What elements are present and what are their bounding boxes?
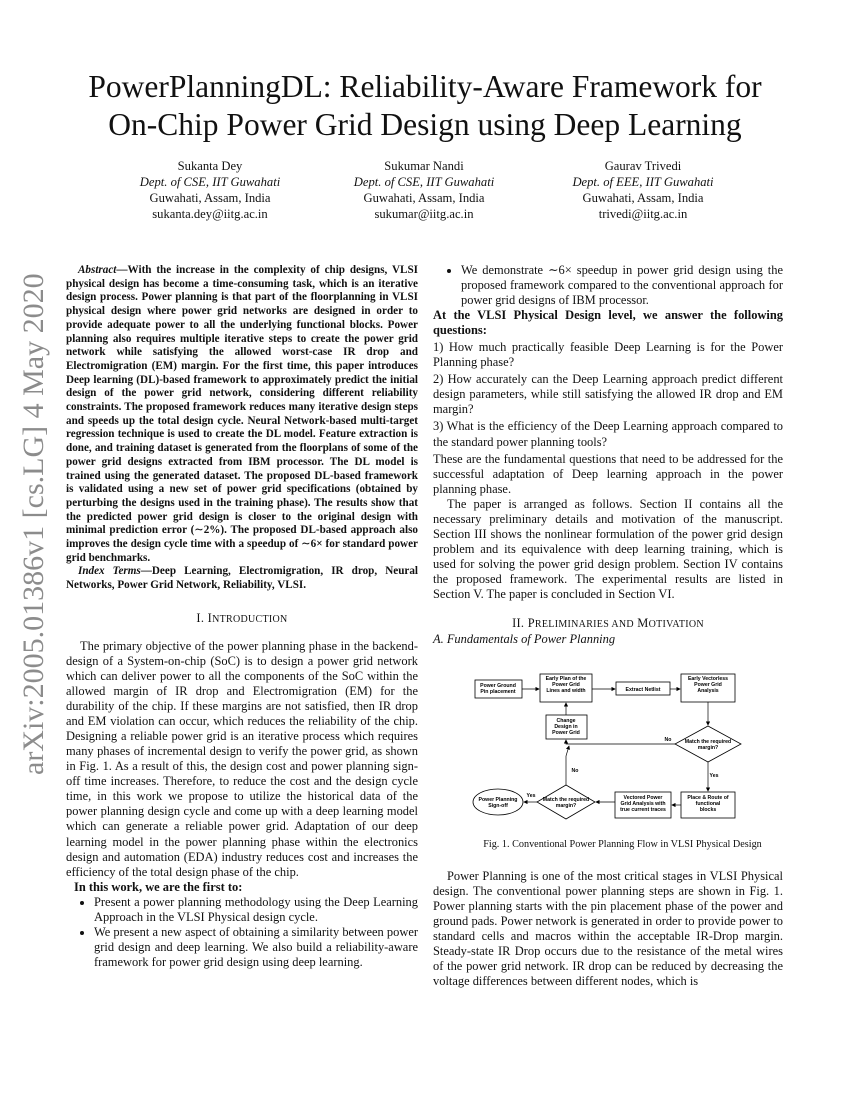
flow-label-change: Change Design in Power Grid (552, 718, 580, 736)
arrangement-paragraph: The paper is arranged as follows. Section II contains all the necessary preliminary details and motivation of the manuscript. Section III shows the nonlinear formulation of the power grid design problem and its equivalence with deep learning training, which is used for solving the power grid design problem. Section IV contains the proposed framework. The experimental results are listed in Section V. The paper is concluded in Section VI. (433, 496, 783, 601)
power-planning-paragraph: Power Planning is one of the most critical stages in VLSI Physical design. The conventional power planning steps are shown in Fig. 1. Power planning starts with the pin placement phase of the power and ground pads. Power network is generated in order to provide power to standard cells and macros within the acceptable IR-Drop margin. Steady-state IR Drop occurs due to the resistance of the metal wires of the power grid network. IR drop can be reduced by decreasing the voltage differences between different nodes, which is (433, 869, 783, 989)
list-item: • We present a new aspect of obtaining a similarity between power grid design and deep learning. We also build a reliability-aware framework for power grid design using deep learning. (94, 925, 418, 970)
section-initial: P (527, 616, 535, 631)
section-rest: NTRODUCTION (212, 613, 288, 625)
abstract-label: Abstract (78, 264, 117, 276)
author-name: Sukumar Nandi (384, 159, 464, 173)
author-email: sukanta.dey@iitg.ac.in (152, 207, 268, 221)
question-item: 2) How accurately can the Deep Learning approach predict different design parameters, while still satisfying the allowed IR drop and EM margin? (433, 372, 783, 417)
paper-title (40, 68, 810, 144)
index-terms-text: —Deep Learning, Electromigration, IR drop, Neural Networks, Power Grid Network, Reliability, VLSI. (66, 565, 418, 592)
flow-label-pin: Power Ground Pin placement (480, 683, 516, 695)
author-email: sukumar@iitg.ac.in (374, 207, 474, 221)
index-terms-label: Index Terms (78, 565, 141, 578)
flow-label-extract: Extract Netlist (625, 687, 661, 693)
title-line-1: PowerPlanningDL: Reliability-Aware Framework for (88, 69, 762, 104)
author-location: Guwahati, Assam, India (363, 191, 485, 205)
right-column-bottom (433, 869, 783, 989)
flow-label-yes-1: Yes (709, 773, 719, 779)
contribution-list (66, 895, 418, 970)
flow-label-place-route: Place & Route of functional blocks (687, 795, 729, 813)
author-block-1 (105, 158, 315, 222)
section-initial: M (637, 616, 649, 631)
flow-label-no-2: No (571, 768, 579, 774)
abstract (66, 264, 418, 565)
author-location: Guwahati, Assam, India (582, 191, 704, 205)
section-number: II. (512, 616, 525, 631)
intro-paragraph: The primary objective of the power planning phase in the backend-design of a System-on-chip (SoC) is to design a power grid network which can deliver power to all the components of the SoC within the allowed margin of IR drop and Electromigration (EM) for the durability of the chip. If these margins are not satisfied, then IR drop and EM violation can occur, which reduces the reliability of the chip. Designing a reliable power grid is an iterative process which requires many phases of incremental design to verify the power grid, as shown in Fig. 1. As a result of this, the design cost and power planning sign-off time increases. Therefore, to reduce the cost and the design cycle time, in this work we propose to utilize the historical data of the power planning design cycle and come up with a deep learning model which can generate a reliable power grid. Adaptation of our deep learning model in the power planning phase within the electronics design and automation (EDA) industry reduces cost and increases the efficiency of the total design phase of the chip. (66, 638, 418, 879)
list-item: • Present a power planning methodology using the Deep Learning Approach in the VLSI Physical design cycle. (94, 895, 418, 925)
contribution-list-continued (433, 263, 783, 308)
questions-heading: At the VLSI Physical Design level, we answer the following questions: (433, 308, 783, 338)
question-item: 1) How much practically feasible Deep Learning is for the Power Planning phase? (433, 340, 783, 370)
flow-label-vectored: Vectored Power Grid Analysis with true current traces (620, 795, 666, 813)
author-block-2 (319, 158, 529, 222)
section-heading-introduction (66, 611, 418, 627)
first-to-line: In this work, we are the first to: (74, 879, 243, 894)
question-item: 3) What is the efficiency of the Deep Learning approach compared to the standard power planning tools? (433, 419, 783, 449)
author-name: Gaurav Trivedi (604, 159, 682, 173)
section-number: I. (196, 610, 205, 625)
section-rest: RELIMINARIES AND (534, 619, 634, 631)
power-planning-flowchart (470, 666, 775, 826)
author-dept: Dept. of CSE, IIT Guwahati (139, 175, 281, 189)
flow-label-early-vectorless: Early Vectorless Power Grid Analysis (687, 676, 729, 694)
fundamental-questions-paragraph: These are the fundamental questions that need to be addressed for the successful adaptation of Deep learning approach in the power planning phase. (433, 451, 783, 496)
flow-label-match-1: Match the required margin? (684, 739, 732, 751)
flow-label-early-plan: Early Plan of the Power Grid Lines and width (545, 676, 587, 694)
left-column (66, 264, 418, 970)
author-block-3 (538, 158, 748, 222)
author-name: Sukanta Dey (177, 159, 243, 173)
section-rest: OTIVATION (648, 619, 704, 631)
figure-caption: Fig. 1. Conventional Power Planning Flow in VLSI Physical Design (483, 839, 762, 850)
right-column (433, 263, 783, 647)
section-initial: I (207, 610, 213, 625)
arxiv-stamp: arXiv:2005.01386v1 [cs.LG] 4 May 2020 (17, 273, 50, 775)
author-email: trivedi@iitg.ac.in (598, 207, 688, 221)
section-heading-preliminaries (433, 616, 783, 632)
index-terms (66, 565, 418, 592)
title-line-2: On-Chip Power Grid Design using Deep Learning (108, 107, 742, 142)
list-item: • We demonstrate ∼6× speedup in power grid design using the proposed framework compared to the conventional approach for power grid designs of IBM processor. (461, 263, 783, 308)
flow-label-yes-2: Yes (526, 793, 536, 799)
flow-label-signoff: Power Planning Sign-off (478, 797, 518, 809)
author-location: Guwahati, Assam, India (149, 191, 271, 205)
abstract-text: —With the increase in the complexity of chip designs, VLSI physical design has become a time-consuming task, which is an iterative design process. Power planning is that part of the floorplanning in VLSI physical design where power grid networks are designed in order to provide adequate power to all the underlying functional blocks. Power planning also requires multiple iterative steps to create the power grid network while satisfying the allowed worst-case IR drop and Electromigration (EM) margin. For the first time, this paper introduces Deep learning (DL)-based framework to approximately predict the initial design of the power grid network, considering different reliability constraints. The proposed framework reduces many iterative design steps and speeds up the total design cycle. Neural Network-based multi-target regression technique is used to create the DL model. Feature extraction is done, and training dataset is generated from the floorplans of some of the power grid designs extracted from IBM processor. The DL model is trained using the generated dataset. The proposed DL-based framework is validated using a new set of power grid specifications (obtained by perturbing the designs used in the training phase). The results show that the predicted power grid design is closer to the original design with minimal prediction error (∼2%). The proposed DL-based approach also improves the design cycle time with a speedup of ∼6× for standard power grid benchmarks. (66, 264, 418, 564)
flow-label-match-2: Match the required margin? (542, 797, 590, 809)
subsection-heading: A. Fundamentals of Power Planning (433, 632, 616, 647)
flow-label-no-1: No (664, 737, 672, 743)
author-dept: Dept. of EEE, IIT Guwahati (572, 175, 714, 189)
author-dept: Dept. of CSE, IIT Guwahati (353, 175, 495, 189)
